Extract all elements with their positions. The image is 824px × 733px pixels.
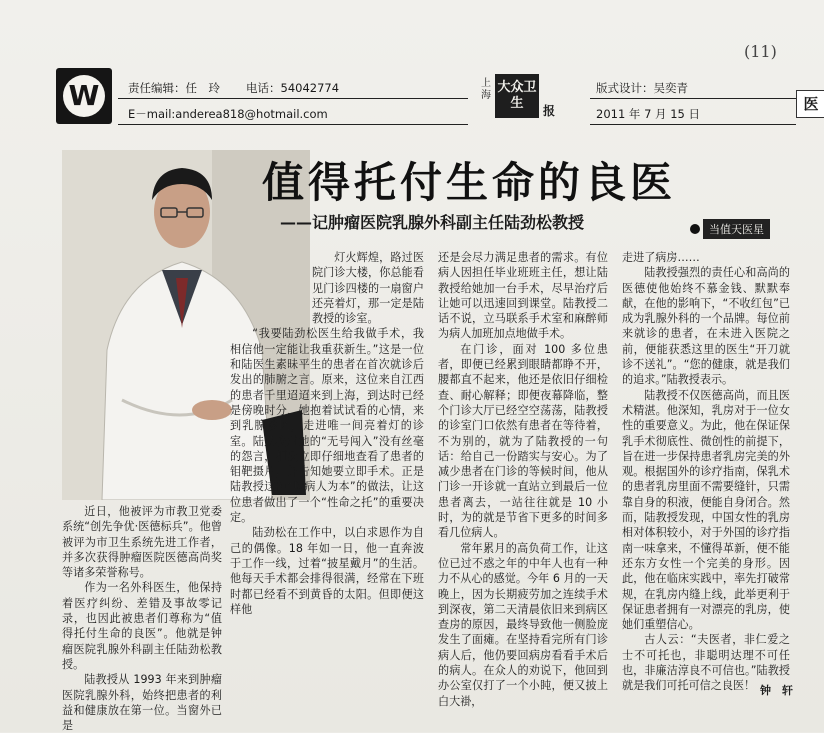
header-rule-bottom <box>118 124 468 125</box>
article-paragraph: 陆劲松在工作中，以白求恩作为自己的偶像。18 年如一日，他一直奔波于工作一线，过着“披星戴月”的生活。他每天手术都会排得很满，经常在下班时都已经看不到黄昏的太阳。但即便这样他 <box>230 526 424 616</box>
article-column-2 <box>438 250 608 709</box>
city-label: 上海 <box>481 78 491 101</box>
article-title: 值得托付生命的良医 <box>262 158 677 207</box>
article-paragraph: 古人云：“夫医者，非仁爱之士不可托也，非聪明达理不可任也，非廉洁淳良不可信也。”陆教授就是我们可托可信之良医！ <box>622 633 790 693</box>
header-rule-right-top <box>590 98 796 99</box>
article-paragraph: “我要陆劲松医生给我做手术，我相信他一定能让我重获新生。”这是一位和陆医生素昧平生的患者在首次就诊后发出的肺腑之言。原来，这位来自江西的患者千里迢迢来到上海，到达时已经是傍晚时分，她抱着试试看的心情，来到乳腺诊区，走进唯一间亮着灯的诊室。陆劲松对她的“无号闯入”没有丝毫的怨言，相反立即仔细地查看了患者的钼靶摄片，并告知她要立即手术。正是陆教授这种“以病人为本”的做法，让这位患者做出了一个“性命之托”的重要决定。 <box>230 327 424 525</box>
article-column-1 <box>230 250 424 617</box>
article-left-column <box>62 504 222 733</box>
article-paragraph: 还是会尽力满足患者的需求。有位病人因担任毕业班班主任，想让陆教授给她加一台手术，尽早治疗后让她可以迅速回到课堂。陆教授二话不说，立马联系手术室和麻醉师为病人加班加点地做手术。 <box>438 251 608 341</box>
author-signature: 钟 轩 <box>760 684 793 697</box>
article-subtitle: ——记肿瘤医院乳腺外科副主任陆劲松教授 <box>280 213 585 232</box>
article-paragraph: 灯火辉煌，路过医院门诊大楼，你总能看见门诊四楼的一扇窗户还亮着灯，那一定是陆教授的诊室。 <box>312 251 424 326</box>
designer-label: 版式设计：吴奕青 <box>596 81 688 95</box>
column-logo <box>56 68 112 124</box>
article-paragraph: 陆教授从 1993 年来到肿瘤医院乳腺外科，始终把患者的利益和健康放在第一位。当窗外已是 <box>62 673 222 733</box>
handwritten-page-number: (11) <box>744 42 777 61</box>
editor-label: 责任编辑：任 玲 <box>128 81 220 95</box>
paper-bao: 报 <box>543 104 556 118</box>
issue-date: 2011 年 7 月 15 日 <box>596 107 700 121</box>
phone-label: 电话：54042774 <box>246 81 340 95</box>
column-badge <box>690 218 770 239</box>
logo-w-icon: W <box>68 79 100 112</box>
article-paragraph: 走进了病房…… <box>622 251 700 264</box>
header-rule-top <box>118 98 468 99</box>
article-paragraph: 作为一名外科医生，他保持着医疗纠纷、差错及事故零记录，也因此被患者们尊称为“值得托付生命的良医”。他就是钟瘤医院乳腺外科副主任陆劲松教授。 <box>62 581 222 671</box>
section-tab: 医 <box>796 90 824 118</box>
article-paragraph: 陆教授强烈的责任心和高尚的医德使他始终不慕金钱、默默奉献，在他的影响下，“不收红包”已成为乳腺外科的一个品牌。每位前来就诊的患者，在未进入医院之前，便能获悉这里的医生“开刀就诊不送礼”。“您的健康，就是我们的追求。”陆教授表示。 <box>622 266 790 387</box>
article-paragraph: 在门诊，面对 100 多位患者，即便已经累到眼睛都睁不开，腰都直不起来，他还是依旧仔细检查、耐心解释；即便夜幕降临，整个门诊大厅已经空空荡荡，陆教授的诊室门口依然有患者在等待着，不为别的，就为了陆教授的一句话：给自己一份踏实与安心。为了减少患者在门诊的等候时间，他从门诊一开诊就一直站立到最后一位患者离去，一站往往就是 10 小时，为的就是节省下更多的时间多看几位病人。 <box>438 342 608 540</box>
article-column-3 <box>622 250 790 694</box>
email-label[interactable]: E－mail:anderea818@hotmail.com <box>128 107 328 121</box>
badge-label: 当值天医星 <box>703 219 770 239</box>
article-paragraph: 近日，他被评为市教卫党委系统“创先争优·医德标兵”。他曾被评为市卫生系统先进工作者，并多次获得肿瘤医院医德高尚奖等诸多荣誉称号。 <box>62 505 222 580</box>
article-paragraph: 陆教授不仅医德高尚，而且医术精湛。他深知，乳房对于一位女性的重要意义。为此，他在保证保乳手术彻底性、微创性的前提下，旨在进一步保持患者乳房完美的外观。根据国外的诊疗指南，保乳术的患者乳房里面不需要缝针，只需靠自身的积液，便能自身闭合。然而，陆教授发现，中国女性的乳房相对体积较小，对于外国的诊疗指南一味拿来，不懂得革新，便不能还东方女性一个完美的身形。因此，他在临床实践中，率先打破常规，在乳房内缝上线，此举更利于保证患者拥有一对漂亮的乳房，使她们重塑信心。 <box>622 388 790 632</box>
article-paragraph: 常年累月的高负荷工作，让这位已过不惑之年的中年人也有一种力不从心的感觉。今年 6 月的一天晚上，因为长期疲劳加之连续手术到深夜，第二天清晨依旧来到病区查房的原因，最终导致他一侧脸庞发生了面瘫。在坚持看完所有门诊病人后，他仍要回病房看看手术后的病人。在众人的劝说下，他回到办公室仅打了一个小盹，便又披上白大褂， <box>438 541 608 708</box>
paper-name: 大众卫生 <box>495 74 539 118</box>
header-rule-right-bottom <box>590 124 796 125</box>
badge-dot-icon <box>690 224 700 234</box>
